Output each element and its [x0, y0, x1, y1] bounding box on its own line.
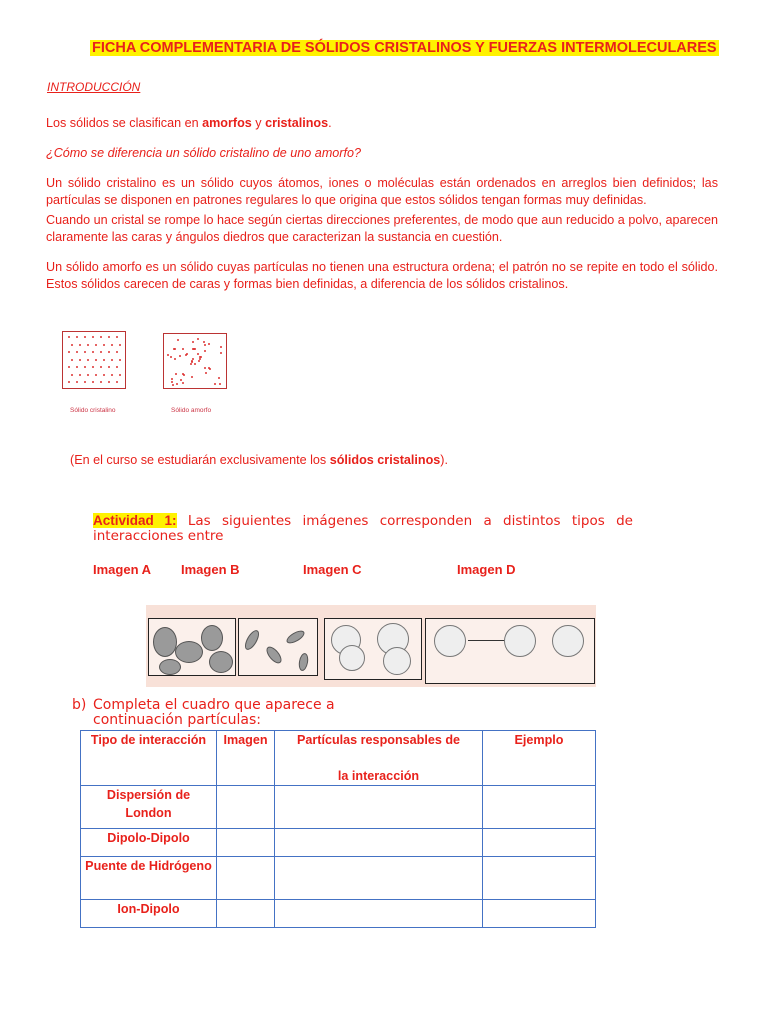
particle-dot	[204, 367, 206, 369]
particle-dot	[92, 336, 94, 338]
particle-dot	[79, 374, 81, 376]
particle-dot	[76, 381, 78, 383]
cell-ejemplo[interactable]	[483, 786, 596, 829]
particle-dot	[95, 359, 97, 361]
particle-dot	[116, 336, 118, 338]
particle-dot	[171, 378, 173, 380]
particle-dot	[87, 344, 89, 346]
particle-dot	[71, 374, 73, 376]
particle-dot	[92, 366, 94, 368]
particle-dot	[182, 373, 184, 375]
amorphous-paragraph: Un sólido amorfo es un sólido cuyas partículas no tienen una estructura ordena; el patrón no se repite en todo el sólido. Estos sólidos carecen de caras y formas bien definidas, a diferencia de los sólidos cristalinos.	[46, 260, 718, 291]
particle-dot	[219, 383, 221, 385]
image-label-c: Imagen C	[303, 562, 362, 577]
particle-dot	[84, 351, 86, 353]
table-row	[81, 786, 596, 829]
term-cristalinos: cristalinos	[265, 116, 329, 130]
header-tipo: Tipo de interacción	[81, 731, 217, 786]
particle-dot	[84, 336, 86, 338]
table-header-row	[81, 731, 596, 786]
particle-dot	[71, 359, 73, 361]
particle-dot	[108, 381, 110, 383]
part-b-marker: b)	[72, 697, 87, 713]
classification-paragraph	[46, 115, 718, 132]
particle-dot	[79, 344, 81, 346]
particle-dot	[203, 341, 205, 343]
particle-dot	[172, 384, 174, 386]
particle-dot	[208, 343, 210, 345]
particle-dot	[100, 336, 102, 338]
particle-dot	[103, 374, 105, 376]
particle-dot	[205, 372, 207, 374]
particle-dot	[119, 374, 121, 376]
particle-dot	[111, 344, 113, 346]
term-amorfos: amorfos	[202, 116, 252, 130]
panel-image-a	[148, 618, 236, 676]
particle-dot	[204, 344, 206, 346]
particle-dot	[167, 354, 169, 356]
particle-dot	[100, 366, 102, 368]
text-run: Los sólidos se clasifican en	[46, 116, 203, 130]
row-label: Puente de Hidrógeno	[81, 857, 217, 900]
particle-dot	[182, 382, 184, 384]
header-imagen: Imagen	[217, 731, 275, 786]
interactions-image-strip	[146, 605, 596, 687]
text-run: y	[251, 116, 266, 130]
image-label-b: Imagen B	[181, 562, 240, 577]
particle-dot	[198, 360, 200, 362]
particle-dot	[108, 366, 110, 368]
particle-dot	[103, 359, 105, 361]
particle-dot	[76, 351, 78, 353]
text-run: ).	[440, 453, 448, 467]
particle-dot	[220, 352, 222, 354]
panel-image-d	[425, 618, 595, 684]
header-particulas-line-1: Partículas responsables de	[296, 733, 461, 747]
particle-dot	[193, 348, 195, 350]
particle-dot	[177, 339, 179, 341]
particle-dot	[76, 366, 78, 368]
table-row	[81, 857, 596, 900]
cell-imagen[interactable]	[217, 829, 275, 857]
particle-dot	[214, 383, 216, 385]
header-particulas-line-2: la interacción	[337, 769, 420, 783]
particle-dot	[171, 381, 173, 383]
particle-dot	[95, 374, 97, 376]
particle-dot	[176, 383, 178, 385]
particle-dot	[68, 366, 70, 368]
table-row	[81, 900, 596, 928]
particle-dot	[174, 358, 176, 360]
fracture-paragraph: Cuando un cristal se rompe lo hace según ciertas direcciones preferentes, de modo que aun reducido a polvo, aparecen claramente las caras y ángulos diedros que caracterizan la sustancia en cuestión.	[46, 213, 718, 244]
question-text: ¿Cómo se diferencia un sólido cristalino de uno amorfo?	[46, 146, 362, 160]
particle-dot	[68, 336, 70, 338]
table-row	[81, 829, 596, 857]
particle-dot	[119, 344, 121, 346]
course-note	[70, 453, 448, 467]
particle-dot	[111, 374, 113, 376]
part-b	[72, 698, 383, 728]
image-label-d: Imagen D	[457, 562, 516, 577]
particle-dot	[116, 351, 118, 353]
activity-label: Actividad 1:	[93, 513, 177, 528]
particle-dot	[95, 344, 97, 346]
particle-dot	[190, 363, 192, 365]
text-run: .	[328, 116, 332, 130]
cell-imagen[interactable]	[217, 857, 275, 900]
particle-dot	[68, 351, 70, 353]
cell-ejemplo[interactable]	[483, 857, 596, 900]
particle-dot	[174, 348, 176, 350]
particle-dot	[87, 359, 89, 361]
caption-crystalline: Sólido cristalino	[70, 407, 116, 414]
row-label: Dispersión de London	[81, 786, 217, 829]
particle-dot	[170, 356, 172, 358]
part-b-text: Completa el cuadro que aparece a continuación partículas:	[93, 697, 335, 728]
particle-dot	[87, 374, 89, 376]
particle-dot	[111, 359, 113, 361]
activity-1	[93, 513, 633, 544]
particle-dot	[194, 363, 196, 365]
particle-dot	[197, 353, 199, 355]
particle-dot	[92, 381, 94, 383]
cell-ejemplo[interactable]	[483, 829, 596, 857]
particle-dot	[103, 344, 105, 346]
crystalline-solid-diagram	[62, 331, 126, 389]
crystalline-paragraph: Un sólido cristalino es un sólido cuyos átomos, iones o moléculas están ordenados en arreglos bien definidos; las partículas se disponen en patrones regulares lo que origina que estos sólidos tengan formas muy definidas.	[46, 176, 718, 207]
header-particulas	[275, 731, 483, 786]
particle-dot	[192, 358, 194, 360]
particle-dot	[180, 379, 182, 381]
particle-dot	[100, 381, 102, 383]
particle-dot	[68, 381, 70, 383]
particle-dot	[76, 336, 78, 338]
particle-dot	[175, 373, 177, 375]
image-label-a: Imagen A	[93, 562, 152, 577]
cell-particulas[interactable]	[275, 857, 483, 900]
particle-dot	[182, 348, 184, 350]
particle-dot	[116, 381, 118, 383]
particle-dot	[116, 366, 118, 368]
intro-heading: INTRODUCCIÓN	[47, 80, 141, 94]
panel-image-b	[238, 618, 318, 676]
particle-dot	[191, 376, 193, 378]
interactions-table	[80, 730, 596, 928]
particle-dot	[197, 338, 199, 340]
cell-imagen[interactable]	[217, 900, 275, 928]
panel-image-c	[324, 618, 422, 680]
particle-dot	[218, 377, 220, 379]
page-title: FICHA COMPLEMENTARIA DE SÓLIDOS CRISTALINOS Y FUERZAS INTERMOLECULARES	[92, 40, 717, 56]
row-label: Dipolo-Dipolo	[81, 829, 217, 857]
particle-dot	[192, 341, 194, 343]
particle-dot	[79, 359, 81, 361]
row-label: Ion-Dipolo	[81, 900, 217, 928]
cell-particulas[interactable]	[275, 786, 483, 829]
particle-dot	[84, 381, 86, 383]
particle-dot	[179, 355, 181, 357]
amorphous-solid-diagram	[163, 333, 227, 389]
particle-dot	[220, 346, 222, 348]
caption-amorphous: Sólido amorfo	[171, 407, 212, 414]
text-run: (En el curso se estudiarán exclusivamente los	[70, 453, 330, 467]
particle-dot	[108, 351, 110, 353]
particle-dot	[199, 358, 201, 360]
particle-dot	[185, 354, 187, 356]
activity-text: Las siguientes imágenes corresponden a distintos tipos de interacciones entre	[93, 513, 633, 544]
cell-particulas[interactable]	[275, 900, 483, 928]
cell-ejemplo[interactable]	[483, 900, 596, 928]
particle-dot	[84, 366, 86, 368]
particle-dot	[108, 336, 110, 338]
cell-imagen[interactable]	[217, 786, 275, 829]
particle-dot	[204, 350, 206, 352]
header-ejemplo: Ejemplo	[483, 731, 596, 786]
particle-dot	[92, 351, 94, 353]
cell-particulas[interactable]	[275, 829, 483, 857]
term-solidos-cristalinos: sólidos cristalinos	[329, 453, 441, 467]
particle-dot	[119, 359, 121, 361]
particle-dot	[71, 344, 73, 346]
particle-dot	[100, 351, 102, 353]
